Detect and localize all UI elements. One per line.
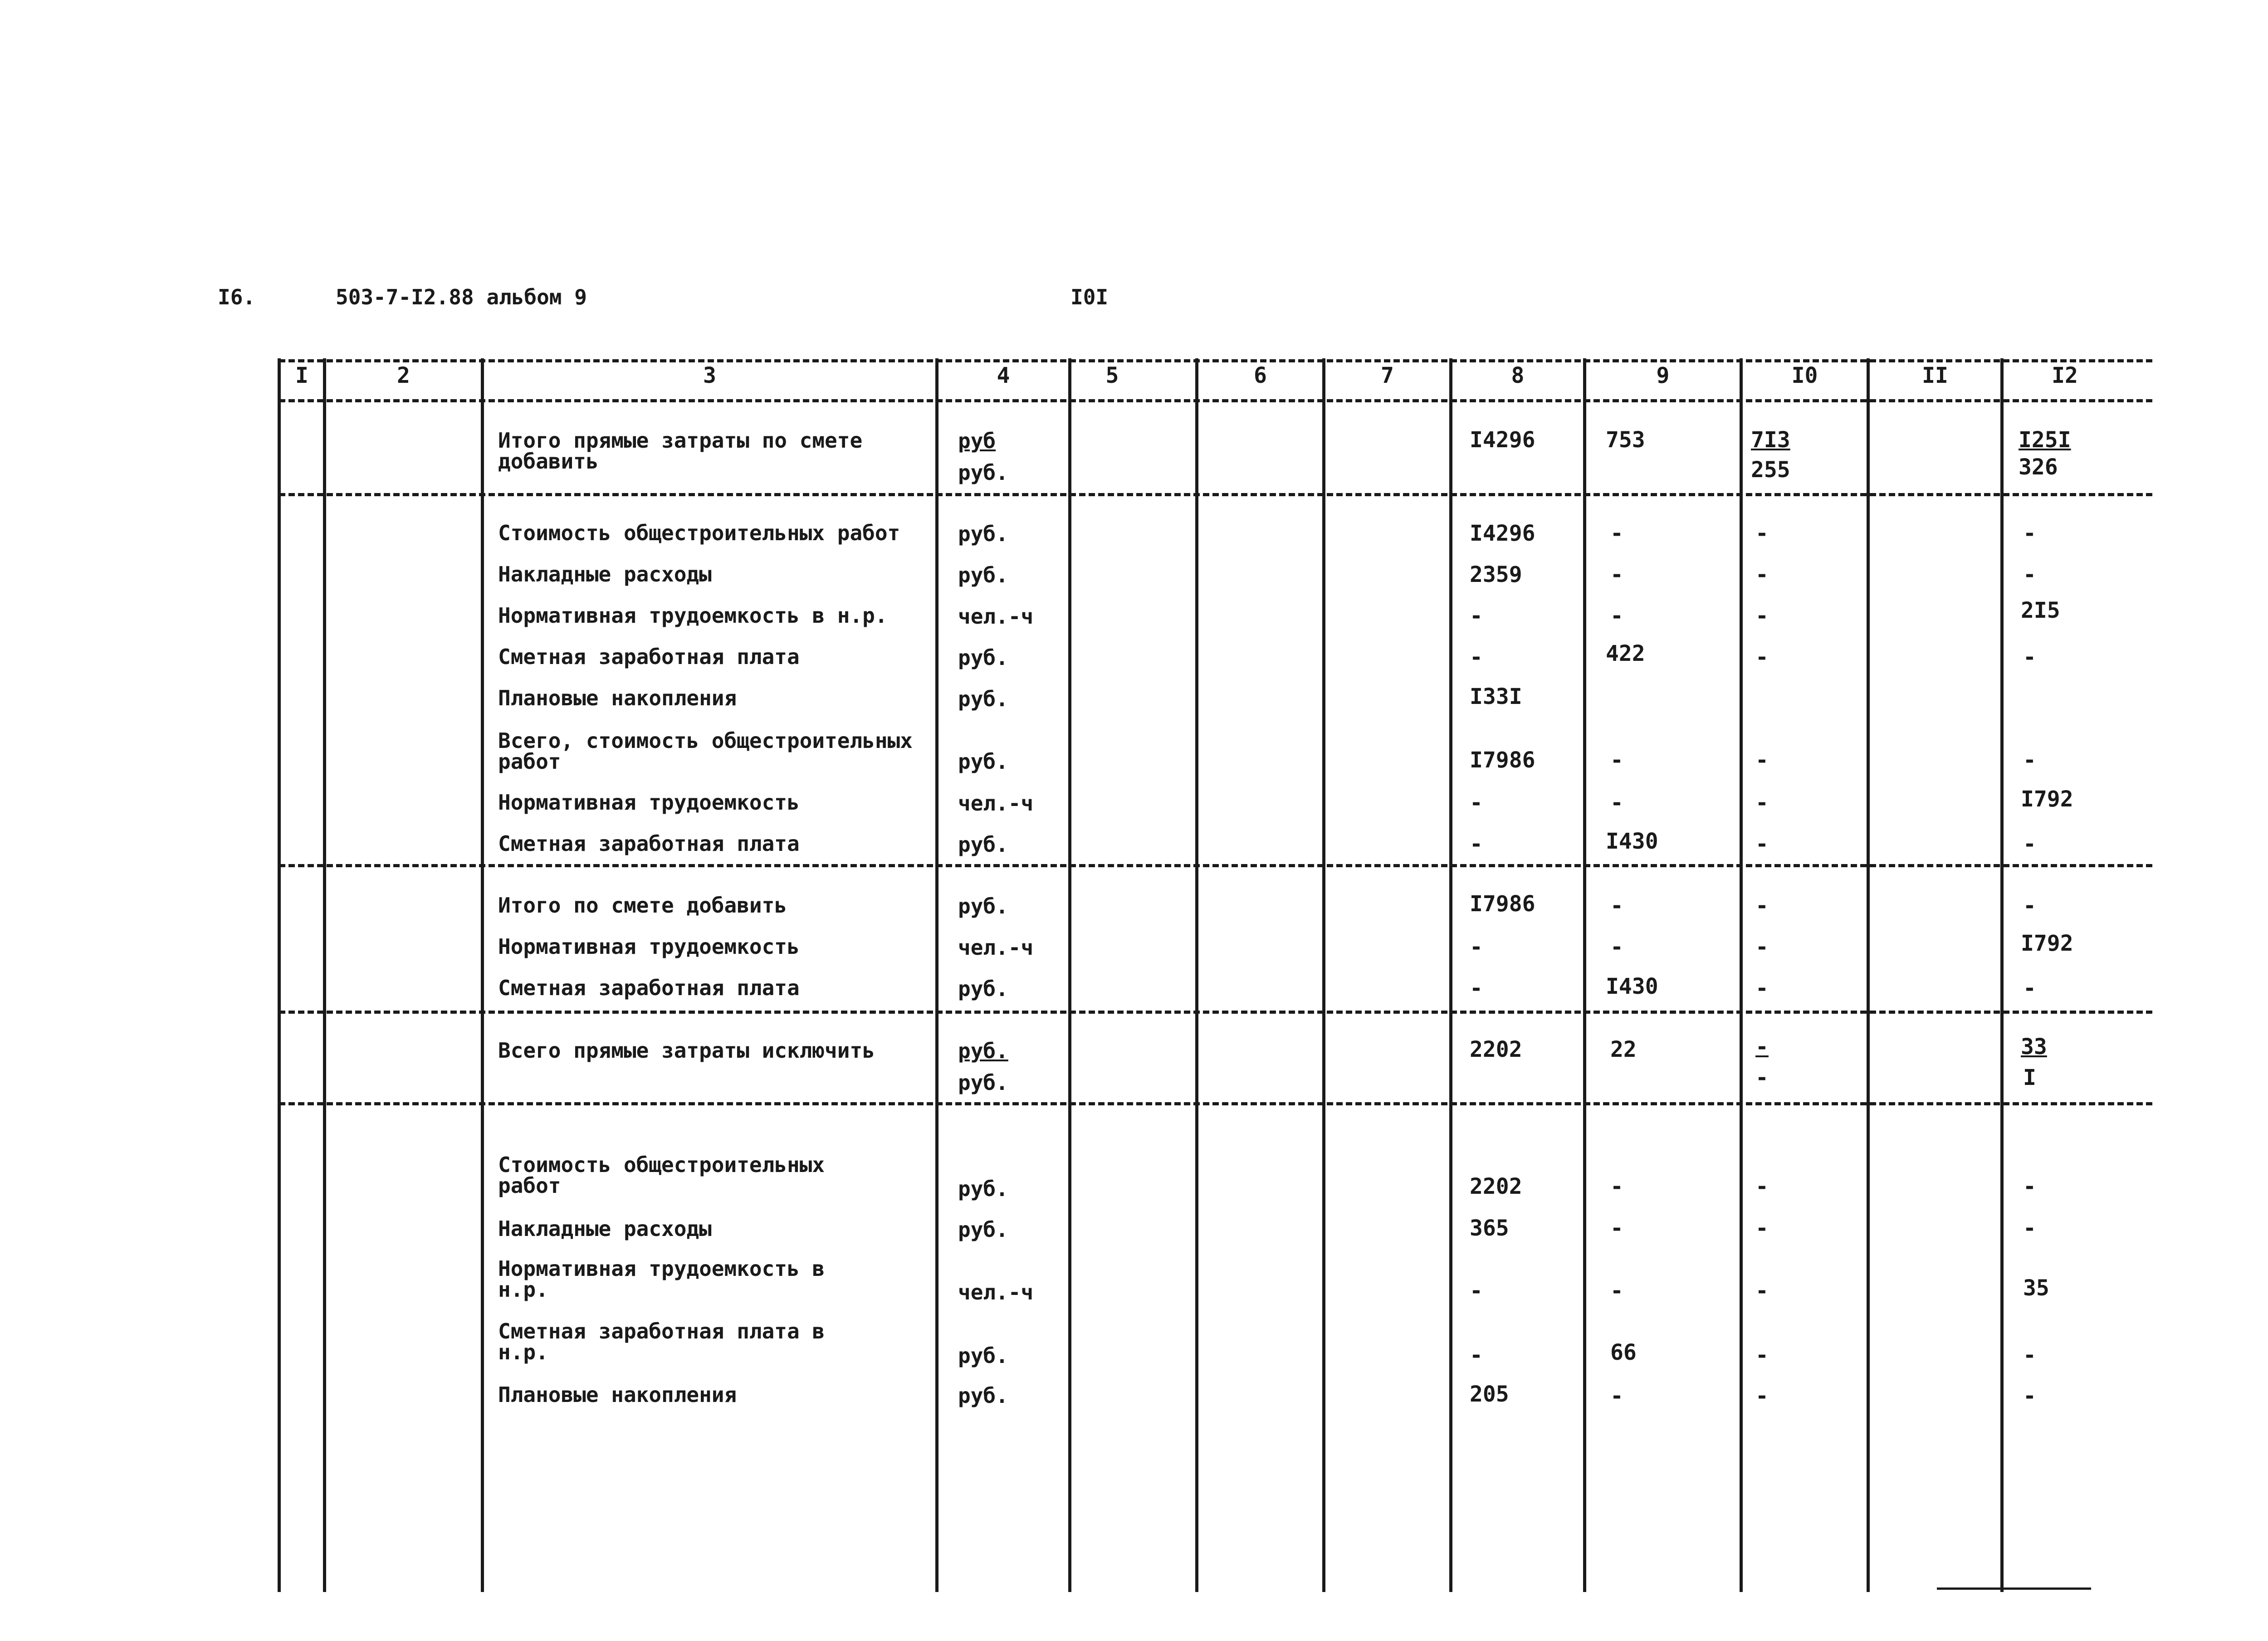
column-rule bbox=[1867, 358, 1870, 1592]
row-description: Плановые накопления bbox=[498, 1382, 737, 1407]
column-header: I0 bbox=[1791, 363, 1818, 388]
cell-col12: - bbox=[2023, 562, 2036, 587]
cell-col8: 2202 bbox=[1470, 1174, 1522, 1199]
cell-col8: I4296 bbox=[1470, 521, 1535, 546]
bottom-rule bbox=[1937, 1587, 2091, 1590]
cell-col9: 22 bbox=[1610, 1037, 1637, 1062]
cell-col8: - bbox=[1470, 934, 1483, 960]
cell-col12: 2I5 bbox=[2021, 598, 2060, 623]
cell-col9: - bbox=[1610, 790, 1623, 816]
page-number: I0I bbox=[1070, 285, 1109, 309]
row-description: Стоимость общестроительных работ bbox=[498, 521, 900, 545]
cell-col10-sub: - bbox=[1755, 1065, 1769, 1090]
column-rule bbox=[278, 358, 281, 1592]
row-description: Стоимость общестроительных работ bbox=[498, 1153, 825, 1198]
row-rule bbox=[279, 1102, 2152, 1105]
row-unit: руб bbox=[958, 429, 996, 453]
row-unit: чел.-ч bbox=[958, 1280, 1034, 1304]
cell-col12: - bbox=[2023, 831, 2036, 857]
column-rule bbox=[323, 358, 326, 1592]
cell-col9: - bbox=[1610, 747, 1623, 773]
cell-col9: 753 bbox=[1606, 427, 1645, 453]
cell-col9: - bbox=[1610, 603, 1623, 629]
column-rule bbox=[1740, 358, 1743, 1592]
cell-col12: - bbox=[2023, 1343, 2036, 1368]
row-unit: руб. bbox=[958, 1383, 1008, 1408]
cell-col8: I33I bbox=[1470, 684, 1522, 709]
cell-col9: - bbox=[1610, 1383, 1623, 1409]
cell-col8: 365 bbox=[1470, 1216, 1509, 1241]
cell-col8: - bbox=[1470, 790, 1483, 816]
row-description: Нормативная трудоемкость bbox=[498, 790, 800, 815]
cell-col10: - bbox=[1755, 976, 1769, 1001]
cell-col8: - bbox=[1470, 645, 1483, 670]
cell-col8: - bbox=[1470, 976, 1483, 1001]
cell-col10: - bbox=[1755, 893, 1769, 918]
cell-col8: I7986 bbox=[1470, 891, 1535, 917]
row-rule bbox=[279, 359, 2152, 362]
cell-col9: - bbox=[1610, 1174, 1623, 1199]
cell-col12: 33 bbox=[2021, 1034, 2047, 1060]
cell-col10: - bbox=[1755, 1216, 1769, 1241]
cell-col12: - bbox=[2023, 747, 2036, 773]
cell-col10: - bbox=[1755, 747, 1769, 773]
cell-col9: 422 bbox=[1606, 641, 1645, 666]
row-description: Нормативная трудоемкость в н.р. bbox=[498, 603, 888, 628]
column-rule bbox=[1322, 358, 1325, 1592]
column-header: I bbox=[295, 363, 308, 388]
column-rule bbox=[935, 358, 938, 1592]
cell-col10: - bbox=[1755, 831, 1769, 857]
row-unit: руб. bbox=[958, 894, 1008, 918]
cell-col12: - bbox=[2023, 1216, 2036, 1241]
row-description: Накладные расходы bbox=[498, 562, 712, 586]
column-header: 3 bbox=[703, 363, 716, 388]
row-unit: руб. bbox=[958, 687, 1008, 711]
cell-col9: 66 bbox=[1610, 1340, 1637, 1365]
cell-col10: - bbox=[1755, 934, 1769, 960]
row-description: Нормативная трудоемкость в н.р. bbox=[498, 1256, 825, 1302]
cell-col9: - bbox=[1610, 934, 1623, 960]
cell-col9: - bbox=[1610, 1278, 1623, 1304]
row-description: Сметная заработная плата bbox=[498, 645, 800, 669]
row-unit: руб. bbox=[958, 1070, 1008, 1095]
column-header: 4 bbox=[997, 363, 1010, 388]
column-header: 5 bbox=[1105, 363, 1119, 388]
row-description: Всего, стоимость общестроительных работ bbox=[498, 728, 913, 774]
column-header: 8 bbox=[1511, 363, 1525, 388]
column-rule bbox=[1449, 358, 1452, 1592]
column-rule bbox=[1195, 358, 1198, 1592]
column-rule bbox=[1583, 358, 1586, 1592]
cell-col12-sub: I bbox=[2023, 1065, 2036, 1090]
column-header: I2 bbox=[2052, 363, 2078, 388]
row-rule bbox=[279, 864, 2152, 867]
row-unit: руб. bbox=[958, 832, 1008, 857]
cell-col8: - bbox=[1470, 603, 1483, 629]
cell-col9: - bbox=[1610, 1216, 1623, 1241]
cell-col9: - bbox=[1610, 893, 1623, 918]
row-unit: руб. bbox=[958, 522, 1008, 546]
row-description: Сметная заработная плата bbox=[498, 831, 800, 856]
row-rule bbox=[279, 399, 2152, 402]
row-rule bbox=[279, 1011, 2152, 1014]
row-unit: руб. bbox=[958, 563, 1008, 587]
cell-col8: - bbox=[1470, 1343, 1483, 1368]
row-unit: руб. bbox=[958, 1039, 1008, 1063]
cell-col9: - bbox=[1610, 562, 1623, 587]
cell-col10: - bbox=[1755, 1278, 1769, 1304]
cell-col12: 35 bbox=[2023, 1275, 2049, 1301]
cell-col12: I25I bbox=[2019, 427, 2071, 453]
row-description: Накладные расходы bbox=[498, 1216, 712, 1241]
column-header: 2 bbox=[397, 363, 410, 388]
row-description: Всего прямые затраты исключить bbox=[498, 1038, 875, 1063]
cell-col12: I792 bbox=[2021, 786, 2073, 812]
row-unit: руб. bbox=[958, 749, 1008, 774]
column-rule bbox=[1068, 358, 1071, 1592]
column-rule bbox=[481, 358, 484, 1592]
cell-col9: I430 bbox=[1606, 974, 1658, 999]
row-description: Итого прямые затраты по смете добавить bbox=[498, 428, 863, 474]
cell-col10: - bbox=[1755, 645, 1769, 670]
row-description: Плановые накопления bbox=[498, 686, 737, 710]
cell-col12: - bbox=[2023, 645, 2036, 670]
row-unit: руб. bbox=[958, 1343, 1008, 1368]
cell-col8: I7986 bbox=[1470, 747, 1535, 773]
cell-col12: - bbox=[2023, 521, 2036, 546]
column-header: 7 bbox=[1381, 363, 1394, 388]
cell-col12: - bbox=[2023, 1174, 2036, 1199]
cell-col9: I430 bbox=[1606, 829, 1658, 854]
cell-col8: - bbox=[1470, 831, 1483, 857]
cell-col8: 205 bbox=[1470, 1382, 1509, 1407]
cell-col10: - bbox=[1755, 1343, 1769, 1368]
cell-col10-sub: 255 bbox=[1751, 457, 1790, 483]
cell-col12: - bbox=[2023, 893, 2036, 918]
row-rule bbox=[279, 493, 2152, 496]
column-rule bbox=[2000, 358, 2004, 1592]
cell-col12: - bbox=[2023, 976, 2036, 1001]
row-unit: чел.-ч bbox=[958, 604, 1034, 629]
row-unit: чел.-ч bbox=[958, 791, 1034, 816]
cell-col12: I792 bbox=[2021, 931, 2073, 956]
cell-col9: - bbox=[1610, 521, 1623, 546]
cell-col8: I4296 bbox=[1470, 427, 1535, 453]
row-description: Сметная заработная плата в н.р. bbox=[498, 1319, 825, 1364]
cell-col12: - bbox=[2023, 1383, 2036, 1409]
cell-col10: - bbox=[1755, 603, 1769, 629]
row-unit: руб. bbox=[958, 645, 1008, 670]
page-section-number: I6. bbox=[218, 285, 256, 309]
column-header: 6 bbox=[1254, 363, 1267, 388]
column-header: II bbox=[1922, 363, 1948, 388]
column-header: 9 bbox=[1656, 363, 1670, 388]
row-unit: руб. bbox=[958, 460, 1008, 485]
cell-col8: 2202 bbox=[1470, 1037, 1522, 1062]
cell-col8: 2359 bbox=[1470, 562, 1522, 587]
row-unit: руб. bbox=[958, 1177, 1008, 1201]
cell-col8: - bbox=[1470, 1278, 1483, 1304]
cell-col10: - bbox=[1755, 1383, 1769, 1409]
row-description: Итого по смете добавить bbox=[498, 893, 787, 918]
cell-col10: - bbox=[1755, 562, 1769, 587]
cell-col10: - bbox=[1755, 790, 1769, 816]
row-description: Нормативная трудоемкость bbox=[498, 934, 800, 959]
cell-col10: - bbox=[1755, 521, 1769, 546]
row-description: Сметная заработная плата bbox=[498, 976, 800, 1000]
cell-col10: 7I3 bbox=[1751, 427, 1790, 453]
cell-col12-sub: 326 bbox=[2019, 454, 2058, 480]
document-code: 503-7-I2.88 альбом 9 bbox=[336, 285, 587, 309]
cell-col10: - bbox=[1755, 1174, 1769, 1199]
row-unit: руб. bbox=[958, 1217, 1008, 1242]
cell-col10: - bbox=[1755, 1034, 1769, 1060]
row-unit: руб. bbox=[958, 977, 1008, 1001]
row-unit: чел.-ч bbox=[958, 935, 1034, 960]
